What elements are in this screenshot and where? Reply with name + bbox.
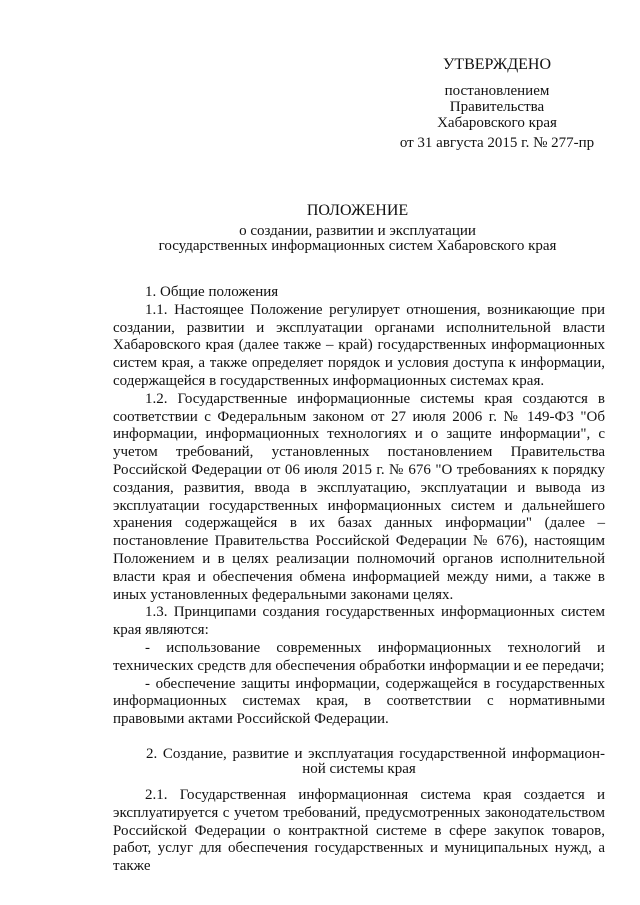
approval-stamp: [372, 57, 622, 151]
title-subtitle-line-1: о создании, развитии и эксплуатации: [239, 223, 476, 239]
approval-line-1: постановлением: [444, 83, 550, 99]
section-1-heading: 1. Общие положения: [145, 284, 279, 300]
paragraph-1-2: 1.2. Государственные информационные системы края создаются в соответствии с Федеральным законом от 27 июля 2006 г. № 149-ФЗ "Об информации, информационных технологиях и о защите информации", с учетом требований, установленных постановлением Правительства Российской Федерации от 06 июля 2015 г. № 676 "О требованиях к порядку создания, развития, ввода в эксплуатацию, эксплуатации и вывода из эксплуатации государственных информационных систем и дальнейшего хранения содержащейся в их базах данных информации" (далее – постановление Правительства Российской Федерации № 676), настоящим Положением и в целях реализации полномочий органов исполнительной власти края и обеспечения обмена информацией между ними, а также в иных установленных федеральными законами целях.: [113, 390, 605, 603]
bullet-1: - использование современных информационных технологий и технических средств для обеспечения обработки информации и ее передачи;: [113, 639, 605, 674]
document-title: [110, 203, 605, 254]
title-main: ПОЛОЖЕНИЕ: [306, 202, 409, 219]
approved-label: УТВЕРЖДЕНО: [442, 56, 551, 73]
approval-date: от 31 августа 2015 г. № 277-пр: [399, 135, 595, 151]
paragraph-1-3: 1.3. Принципами создания государственных информационных систем края являются:: [113, 604, 605, 639]
paragraph-2-1: 2.1. Государственная информационная система края создается и эксплуатируется с учетом требований, предусмотренных законодательством Российской Федерации о контрактной системе в сфере закупок товаров, работ, услуг для обеспечения государственных и муниципальных нужд, а также: [113, 786, 605, 875]
document-body: [113, 284, 605, 876]
bullet-2: - обеспечение защиты информации, содержащейся в государственных информационных системах края, в соответствии с нормативными правовыми актами Российской Федерации.: [113, 675, 605, 728]
approval-line-2: Правительства: [449, 99, 545, 115]
section-2-heading: [113, 747, 605, 777]
section-2-heading-line-2: ной системы края: [302, 760, 416, 777]
title-subtitle-line-2: государственных информационных систем Хабаровского края: [158, 238, 557, 254]
paragraph-1-1: 1.1. Настоящее Положение регулирует отношения, возникающие при создании, развитии и эксплуатации органами исполнительной власти Хабаровского края (далее также – край) государственных информационных систем края, а также определяет порядок и условия доступа к информации, содержащейся в государственных информационных системах края.: [113, 301, 605, 389]
approval-line-3: Хабаровского края: [437, 115, 557, 131]
section-2-heading-line-1: 2. Создание, развитие и эксплуатация государственной информацион-: [146, 745, 605, 762]
